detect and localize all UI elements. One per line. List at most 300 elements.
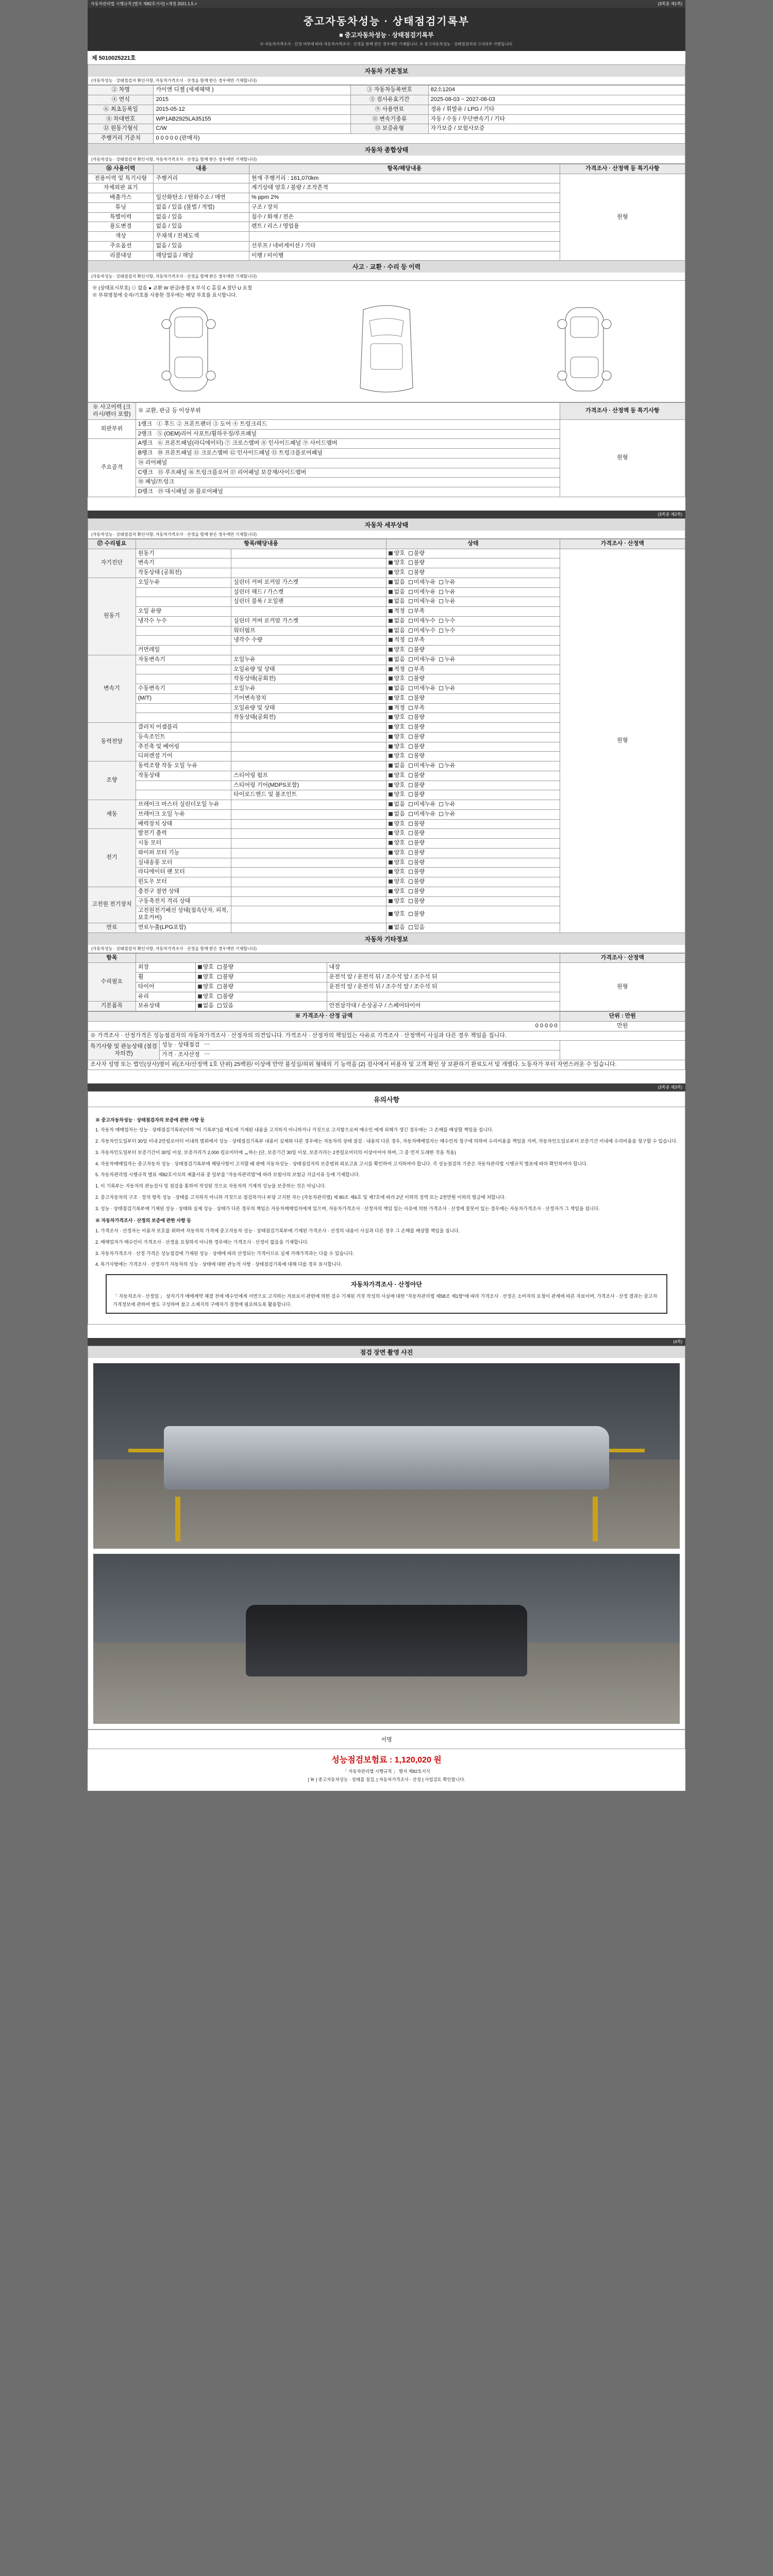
detail-option[interactable]: 누수 <box>439 628 455 635</box>
detail-option[interactable]: 미세누유 <box>409 579 436 586</box>
notice-item1-3: 4. 자동차매매업자는 중고자동차 성능 · 상태점검기록부에 해당사항이 고지할 때 판매 지동차성능 · 상태점검자의 보증범위 외로고효 고시를 확인하여 고지하여야 합니다. 즉 성능점검의 기준은 자동차관리법 시행규칙 별표에 따라 확인하여야 합니다. <box>95 1161 588 1166</box>
checkbox-icon[interactable] <box>389 561 393 565</box>
checkbox-icon[interactable] <box>409 609 413 613</box>
checkbox-icon[interactable] <box>217 965 222 969</box>
detail-item-options[interactable] <box>386 655 560 665</box>
checkbox-icon[interactable] <box>389 912 393 916</box>
detail-item-options[interactable] <box>386 646 560 655</box>
price-right-blank[interactable] <box>560 1041 685 1060</box>
overall-r6-c3[interactable] <box>249 232 560 242</box>
detail-option[interactable]: 누유 <box>439 598 455 605</box>
detail-option[interactable]: 적정 <box>389 637 405 644</box>
checkbox-icon[interactable] <box>389 725 393 729</box>
detail-item-options[interactable] <box>386 790 560 800</box>
detail-option[interactable]: 양호 <box>389 714 405 721</box>
checkbox-icon[interactable] <box>389 831 393 835</box>
checkbox-icon[interactable] <box>389 889 393 893</box>
checkbox-icon[interactable] <box>409 551 413 555</box>
detail-option[interactable]: 양호 <box>389 695 405 702</box>
other-col1: 항목 <box>88 953 136 963</box>
checkbox-icon[interactable] <box>439 802 443 806</box>
checkbox-icon[interactable] <box>409 831 413 835</box>
checkbox-icon[interactable] <box>409 860 413 865</box>
detail-option[interactable]: 불량 <box>409 888 425 895</box>
accident-r3-v[interactable] <box>136 449 560 459</box>
checkbox-icon[interactable] <box>389 802 393 806</box>
detail-option[interactable]: 누유 <box>439 811 455 818</box>
detail-option[interactable]: 적정 <box>389 608 405 615</box>
accident-r7-v[interactable] <box>136 487 560 497</box>
detail-item-options[interactable] <box>386 636 560 646</box>
detail-option[interactable]: 양호 <box>389 830 405 837</box>
detail-option[interactable]: 양호 <box>389 869 405 876</box>
basic-value-4[interactable]: C/W <box>154 124 350 134</box>
detail-option[interactable]: 없음 <box>389 801 405 808</box>
checkbox-icon[interactable] <box>409 912 413 916</box>
detail-item-options[interactable] <box>386 616 560 626</box>
checkbox-icon[interactable] <box>389 879 393 884</box>
other-option[interactable]: 양호 <box>198 974 214 981</box>
overall-r2-c3[interactable]: % ppm 2% <box>249 193 560 203</box>
detail-option[interactable]: 불량 <box>409 869 425 876</box>
detail-item-options[interactable] <box>386 568 560 578</box>
detail-item-options[interactable] <box>386 829 560 839</box>
other-item-detail[interactable]: 안전삼각대 / 손상공구 / 스페어타이어 <box>327 1002 560 1011</box>
signature-area[interactable] <box>88 1730 685 1749</box>
detail-item-options[interactable] <box>386 858 560 868</box>
checkbox-icon[interactable] <box>409 879 413 884</box>
detail-option[interactable]: 불량 <box>409 878 425 886</box>
checkbox-icon[interactable] <box>389 619 393 623</box>
detail-option[interactable]: 미세누유 <box>409 762 436 770</box>
accident-r1-v[interactable] <box>136 429 560 439</box>
basic-value-0[interactable]: 카이엔 디젤 (세제혜택 ) <box>154 86 350 95</box>
checkbox-icon[interactable] <box>409 561 413 565</box>
detail-item-label: 커먼레일 <box>136 646 231 655</box>
detail-option[interactable]: 불량 <box>409 550 425 557</box>
detail-item-options[interactable] <box>386 558 560 568</box>
basic-value-2[interactable]: 2015-05-12 <box>154 105 350 114</box>
detail-option[interactable]: 양호 <box>389 550 405 557</box>
detail-option[interactable]: 누유 <box>439 801 455 808</box>
detail-option[interactable]: 불량 <box>409 560 425 567</box>
other-item-detail[interactable]: 내장 <box>327 963 560 973</box>
checkbox-icon[interactable] <box>409 570 413 574</box>
detail-option[interactable]: 미세누유 <box>409 589 436 596</box>
detail-option[interactable]: 불량 <box>409 714 425 721</box>
accident-r2-v[interactable] <box>136 439 560 449</box>
detail-option[interactable]: 양호 <box>389 724 405 731</box>
detail-option[interactable]: 부족 <box>409 637 425 644</box>
detail-option[interactable]: 불량 <box>409 830 425 837</box>
basic-value2-1[interactable]: 2025-08-03 ~ 2027-08-03 <box>428 95 685 105</box>
detail-option[interactable]: 불량 <box>409 772 425 779</box>
checkbox-icon[interactable] <box>409 851 413 855</box>
checkbox-icon[interactable] <box>389 783 393 787</box>
detail-option[interactable]: 불량 <box>409 850 425 857</box>
detail-item-options[interactable] <box>386 809 560 819</box>
checkbox-icon[interactable] <box>439 686 443 690</box>
detail-item-options[interactable] <box>386 742 560 752</box>
detail-item-options[interactable] <box>386 703 560 713</box>
detail-item-options[interactable] <box>386 713 560 723</box>
checkbox-icon[interactable] <box>389 551 393 555</box>
basic-value2-0[interactable]: 82소1204 <box>428 86 685 95</box>
checkbox-icon[interactable] <box>409 725 413 729</box>
other-item-options[interactable] <box>195 1002 327 1011</box>
detail-item-options[interactable] <box>386 923 560 933</box>
overall-r4-c1: 특별이력 <box>88 212 154 222</box>
checkbox-icon[interactable] <box>217 975 222 979</box>
detail-option[interactable]: 미세누수 <box>409 618 436 625</box>
other-option[interactable]: 양호 <box>198 993 214 1001</box>
checkbox-icon[interactable] <box>217 1004 222 1008</box>
detail-option[interactable]: 불량 <box>409 675 425 683</box>
detail-item-options[interactable] <box>386 626 560 636</box>
detail-item-sublabel <box>231 887 386 896</box>
other-item-options[interactable] <box>195 973 327 982</box>
detail-option[interactable]: 불량 <box>409 791 425 799</box>
basic-value-3[interactable]: WP1AB2925LA35155 <box>154 114 350 124</box>
detail-item-options[interactable] <box>386 781 560 790</box>
detail-option[interactable]: 양호 <box>389 647 405 654</box>
overall-r4-c3[interactable]: 침수 / 화재 / 전손 <box>249 212 560 222</box>
checkbox-icon[interactable] <box>409 696 413 700</box>
overall-r7-c3[interactable]: 선루프 / 네비게이션 / 기타 <box>249 241 560 251</box>
checkbox-icon[interactable] <box>409 925 413 929</box>
detail-option[interactable]: 불량 <box>409 753 425 760</box>
checkbox-icon[interactable] <box>389 812 393 816</box>
detail-option[interactable]: 없음 <box>389 811 405 818</box>
other-price-remark[interactable]: 원형 <box>560 963 685 1011</box>
detail-item-options[interactable] <box>386 674 560 684</box>
detail-option[interactable]: 없음 <box>389 762 405 770</box>
detail-item-options[interactable] <box>386 771 560 781</box>
detail-option[interactable]: 불량 <box>409 695 425 702</box>
basic-value2-3[interactable]: 자동 / 수동 / 무단변속기 / 기타 <box>428 114 685 124</box>
detail-item-sublabel: 기어변속장치 <box>231 693 386 703</box>
price-row-0[interactable] <box>160 1041 560 1050</box>
checkbox-icon[interactable] <box>439 580 443 584</box>
detail-item-options[interactable] <box>386 887 560 896</box>
detail-option[interactable]: 불량 <box>409 724 425 731</box>
detail-option[interactable]: 불량 <box>409 647 425 654</box>
detail-option[interactable]: 양호 <box>389 878 405 886</box>
basic-value2-2[interactable]: 경유 / 휘발유 / LPG / 기타 <box>428 105 685 114</box>
checkbox-icon[interactable] <box>409 667 413 671</box>
checkbox-icon[interactable] <box>389 609 393 613</box>
checkbox-icon[interactable] <box>439 629 443 633</box>
detail-option[interactable]: 불량 <box>409 743 425 751</box>
detail-option[interactable]: 양호 <box>389 898 405 905</box>
other-item-detail[interactable]: 운전석 앞 / 운전석 뒤 / 조수석 앞 / 조수석 뒤 <box>327 982 560 992</box>
checkbox-icon[interactable] <box>389 715 393 719</box>
checkbox-icon[interactable] <box>439 599 443 603</box>
detail-item-options[interactable] <box>386 896 560 906</box>
price-value[interactable]: 0 0 0 0 0 <box>88 1021 560 1031</box>
detail-item-label: 오일 유량 <box>136 607 231 617</box>
detail-option[interactable]: 불량 <box>409 911 425 918</box>
checkbox-icon[interactable] <box>389 580 393 584</box>
overall-r3-c2: 없음 / 있음 (불법 / 적법) <box>154 202 249 212</box>
car-diagram-row <box>92 300 681 400</box>
detail-option[interactable]: 누유 <box>439 579 455 586</box>
car-side-left-svg <box>155 300 222 398</box>
checkbox-icon[interactable] <box>409 657 413 662</box>
detail-option[interactable]: 부족 <box>409 666 425 673</box>
checkbox-icon[interactable] <box>389 925 393 929</box>
checkbox-icon[interactable] <box>439 657 443 662</box>
checkbox-icon[interactable] <box>389 754 393 758</box>
checkbox-icon[interactable] <box>389 899 393 903</box>
detail-option[interactable]: 없음 <box>389 589 405 596</box>
detail-item-options[interactable] <box>386 819 560 829</box>
checkbox-icon[interactable] <box>389 648 393 652</box>
checkbox-icon[interactable] <box>389 792 393 796</box>
basic-value-1[interactable]: 2015 <box>154 95 350 105</box>
checkbox-icon[interactable] <box>217 994 222 998</box>
detail-option[interactable]: 불량 <box>409 734 425 741</box>
detail-item-options[interactable] <box>386 587 560 597</box>
overall-r7-c2: 없음 / 있음 <box>154 241 249 251</box>
checkbox-icon[interactable] <box>198 975 202 979</box>
checkbox-icon[interactable] <box>409 754 413 758</box>
detail-option[interactable]: 미세누유 <box>409 801 436 808</box>
accident-r5-v[interactable] <box>136 468 560 478</box>
checkbox-icon[interactable] <box>389 570 393 574</box>
detail-option[interactable]: 누유 <box>439 589 455 596</box>
detail-option[interactable]: 없음 <box>389 598 405 605</box>
detail-option[interactable]: 양호 <box>389 569 405 577</box>
detail-option[interactable]: 양호 <box>389 888 405 895</box>
detail-option[interactable]: 부족 <box>409 608 425 615</box>
detail-item-options[interactable] <box>386 549 560 558</box>
accident-r4-v[interactable]: ⑭ 리어패널 <box>136 458 560 468</box>
detail-option[interactable]: 적정 <box>389 705 405 712</box>
checkbox-icon[interactable] <box>389 667 393 671</box>
detail-option[interactable]: 없음 <box>389 656 405 664</box>
detail-option[interactable]: 양호 <box>389 850 405 857</box>
basic-odo-value[interactable]: 0 0 0 0 0 (판매자) <box>154 134 685 144</box>
checkbox-icon[interactable] <box>409 783 413 787</box>
detail-option[interactable]: 누유 <box>439 656 455 664</box>
other-item-options[interactable] <box>195 982 327 992</box>
checkbox-icon[interactable] <box>389 860 393 865</box>
detail-item-options[interactable] <box>386 848 560 858</box>
overall-r5-c3[interactable]: 렌트 / 리스 / 영업용 <box>249 222 560 232</box>
detail-item-options[interactable] <box>386 877 560 887</box>
other-option[interactable]: 있음 <box>217 1003 233 1010</box>
checkbox-icon[interactable] <box>409 822 413 826</box>
detail-item-options[interactable] <box>386 868 560 877</box>
checkbox-icon[interactable] <box>198 994 202 998</box>
other-item-options[interactable] <box>195 963 327 973</box>
checkbox-icon[interactable] <box>409 735 413 739</box>
detail-item-options[interactable] <box>386 684 560 694</box>
detail-option[interactable]: 적정 <box>389 666 405 673</box>
other-option[interactable]: 불량 <box>217 964 233 971</box>
detail-option[interactable]: 불량 <box>409 782 425 789</box>
overall-r1-c3[interactable]: 계기상태 양호 / 불량 / 조작흔적 <box>249 183 560 193</box>
detail-option[interactable]: 양호 <box>389 859 405 867</box>
checkbox-icon[interactable] <box>409 889 413 893</box>
checkbox-icon[interactable] <box>409 812 413 816</box>
other-option[interactable]: 불량 <box>217 993 233 1001</box>
detail-option[interactable]: 불량 <box>409 840 425 847</box>
checkbox-icon[interactable] <box>409 744 413 749</box>
overall-r8-c1: 리콜대상 <box>88 251 154 261</box>
detail-item-options[interactable] <box>386 693 560 703</box>
detail-option[interactable]: 없음 <box>389 924 405 931</box>
overall-remark[interactable]: 원형 <box>560 174 685 261</box>
checkbox-icon[interactable] <box>389 629 393 633</box>
checkbox-icon[interactable] <box>389 696 393 700</box>
checkbox-icon[interactable] <box>389 841 393 845</box>
checkbox-icon[interactable] <box>409 870 413 874</box>
checkbox-icon[interactable] <box>389 657 393 662</box>
detail-item-options[interactable] <box>386 752 560 761</box>
detail-option[interactable]: 양호 <box>389 911 405 918</box>
detail-option[interactable]: 양호 <box>389 821 405 828</box>
detail-option[interactable]: 없음 <box>389 618 405 625</box>
checkbox-icon[interactable] <box>409 590 413 594</box>
detail-option[interactable]: 없음 <box>389 685 405 692</box>
checkbox-icon[interactable] <box>409 764 413 768</box>
detail-option[interactable]: 양호 <box>389 791 405 799</box>
detail-option[interactable]: 누수 <box>439 618 455 625</box>
checkbox-icon[interactable] <box>389 686 393 690</box>
checkbox-icon[interactable] <box>439 619 443 623</box>
detail-option[interactable]: 양호 <box>389 734 405 741</box>
overall-r3-c3[interactable]: 구조 / 장치 <box>249 202 560 212</box>
basic-value2-4[interactable]: 자가보증 / 보험사보증 <box>428 124 685 134</box>
overall-r8-c3[interactable]: 이행 / 미이행 <box>249 251 560 261</box>
detail-option[interactable]: 있음 <box>409 924 425 931</box>
checkbox-icon[interactable] <box>409 792 413 796</box>
overall-col4: 가격조사 · 산정액 등 특기사항 <box>560 164 685 174</box>
checkbox-icon[interactable] <box>389 773 393 777</box>
checkbox-icon[interactable] <box>198 1004 202 1008</box>
checkbox-icon[interactable] <box>198 985 202 989</box>
detail-option[interactable]: 누유 <box>439 762 455 770</box>
detail-option[interactable]: 불량 <box>409 898 425 905</box>
checkbox-icon[interactable] <box>217 985 222 989</box>
checkbox-icon[interactable] <box>389 638 393 642</box>
accident-r0-lv: 1랭크 <box>138 420 153 427</box>
detail-option[interactable]: 양호 <box>389 753 405 760</box>
detail-option[interactable]: 없음 <box>389 579 405 586</box>
checkbox-icon[interactable] <box>389 870 393 874</box>
detail-option[interactable]: 미세누유 <box>409 598 436 605</box>
checkbox-icon[interactable] <box>389 706 393 710</box>
detail-option[interactable]: 미세누유 <box>409 811 436 818</box>
detail-option[interactable]: 양호 <box>389 743 405 751</box>
overall-r0-c3[interactable]: 현재 주행거리 : 161,070km <box>249 174 560 183</box>
detail-item-options[interactable] <box>386 761 560 771</box>
price-row-1[interactable] <box>160 1050 560 1060</box>
detail-option[interactable]: 양호 <box>389 772 405 779</box>
detail-item-options[interactable] <box>386 607 560 617</box>
photo1-vehicle <box>164 1426 610 1489</box>
checkbox-icon[interactable] <box>409 619 413 623</box>
checkbox-icon[interactable] <box>409 638 413 642</box>
other-option[interactable]: 양호 <box>198 964 214 971</box>
detail-option[interactable]: 누유 <box>439 685 455 692</box>
detail-option[interactable]: 양호 <box>389 840 405 847</box>
checkbox-icon[interactable] <box>409 773 413 777</box>
detail-item-options[interactable] <box>386 839 560 849</box>
detail-price-remark[interactable]: 원형 <box>560 549 685 933</box>
accident-r7-val: ⑲ 대시패널 ⑳ 플로어패널 <box>158 488 223 495</box>
other-option[interactable]: 불량 <box>217 984 233 991</box>
detail-item-options[interactable] <box>386 723 560 733</box>
accident-r6-v[interactable]: ⑱ 패널/트렁크 <box>136 478 560 487</box>
other-option[interactable]: 없음 <box>198 1003 214 1010</box>
other-item-options[interactable] <box>195 992 327 1002</box>
checkbox-icon[interactable] <box>389 599 393 603</box>
detail-option[interactable]: 미세누유 <box>409 685 436 692</box>
checkbox-icon[interactable] <box>439 812 443 816</box>
detail-item-sublabel: 오일유량 및 상태 <box>231 665 386 674</box>
detail-option[interactable]: 양호 <box>389 782 405 789</box>
other-option[interactable]: 양호 <box>198 984 214 991</box>
detail-option[interactable]: 미세누유 <box>409 656 436 664</box>
detail-option[interactable]: 양호 <box>389 675 405 683</box>
detail-option[interactable]: 불량 <box>409 859 425 867</box>
checkbox-icon[interactable] <box>409 899 413 903</box>
detail-item-options[interactable] <box>386 578 560 587</box>
detail-option[interactable]: 미세누수 <box>409 628 436 635</box>
detail-option[interactable]: 불량 <box>409 821 425 828</box>
accident-r0-v[interactable] <box>136 419 560 429</box>
other-item-detail[interactable] <box>327 992 560 1002</box>
detail-option[interactable]: 부족 <box>409 705 425 712</box>
checkbox-icon[interactable] <box>409 629 413 633</box>
detail-item-options[interactable] <box>386 597 560 607</box>
checkbox-icon[interactable] <box>409 715 413 719</box>
other-item-detail[interactable]: 운전석 앞 / 운전석 뒤 / 조수석 앞 / 조수석 뒤 <box>327 973 560 982</box>
checkbox-icon[interactable] <box>198 965 202 969</box>
detail-item-options[interactable] <box>386 732 560 742</box>
checkbox-icon[interactable] <box>389 735 393 739</box>
detail-option[interactable]: 불량 <box>409 569 425 577</box>
checkbox-icon[interactable] <box>389 822 393 826</box>
accident-right-val[interactable]: 원형 <box>560 419 685 497</box>
checkbox-icon[interactable] <box>409 802 413 806</box>
checkbox-icon[interactable] <box>439 590 443 594</box>
page-number-3: (3쪽중 제3쪽) <box>658 1084 682 1090</box>
detail-item-options[interactable] <box>386 800 560 810</box>
detail-item-options[interactable] <box>386 665 560 674</box>
checkbox-icon[interactable] <box>409 676 413 681</box>
checkbox-icon[interactable] <box>389 590 393 594</box>
checkbox-icon[interactable] <box>409 580 413 584</box>
detail-option[interactable]: 없음 <box>389 628 405 635</box>
checkbox-icon[interactable] <box>409 648 413 652</box>
detail-option[interactable]: 양호 <box>389 560 405 567</box>
other-option[interactable]: 불량 <box>217 974 233 981</box>
checkbox-icon[interactable] <box>389 851 393 855</box>
checkbox-icon[interactable] <box>389 764 393 768</box>
checkbox-icon[interactable] <box>409 686 413 690</box>
checkbox-icon[interactable] <box>409 841 413 845</box>
checkbox-icon[interactable] <box>409 599 413 603</box>
checkbox-icon[interactable] <box>439 764 443 768</box>
checkbox-icon[interactable] <box>389 676 393 681</box>
checkbox-icon[interactable] <box>389 744 393 749</box>
detail-item-options[interactable] <box>386 906 560 923</box>
checkbox-icon[interactable] <box>409 706 413 710</box>
